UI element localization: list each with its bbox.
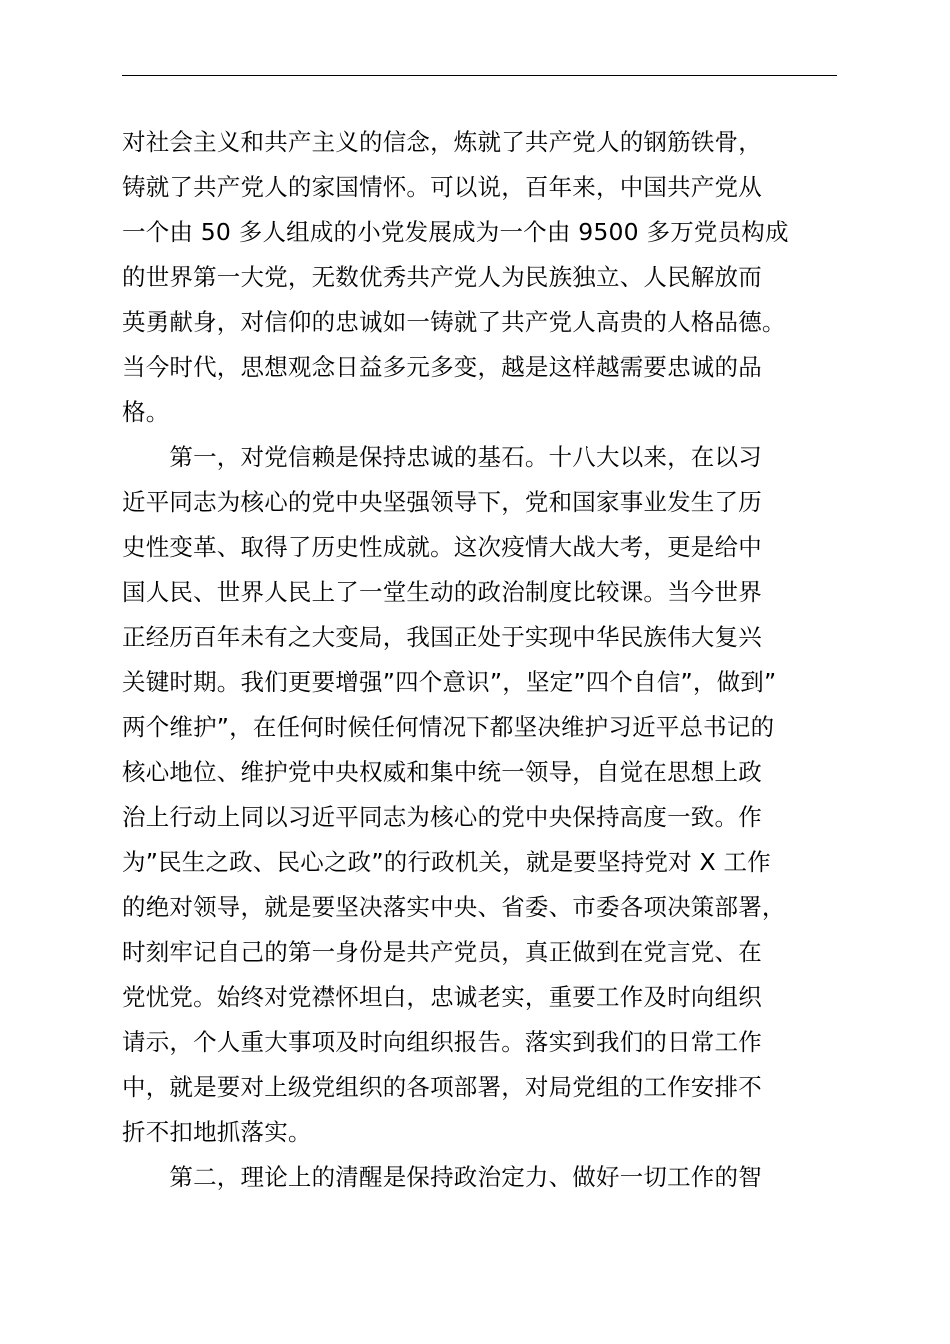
text-line: 英勇献身，对信仰的忠诚如一铸就了共产党人高贵的人格品德。	[122, 308, 786, 336]
text-line: 正经历百年未有之大变局，我国正处于实现中华民族伟大复兴	[122, 623, 762, 651]
header-rule	[122, 75, 837, 76]
text-line: 的绝对领导，就是要坚决落实中央、省委、市委各项决策部署，	[122, 893, 786, 921]
text-line: 折不扣地抓落实。	[122, 1118, 312, 1146]
text-line: 时刻牢记自己的第一身份是共产党员，真正做到在党言党、在	[122, 938, 762, 966]
text-line: 一个由 50 多人组成的小党发展成为一个由 9500 多万党员构成	[122, 218, 789, 246]
text-line: 为”民生之政、民心之政”的行政机关，就是要坚持党对 X 工作	[122, 848, 771, 876]
paragraph-first-line: 第二，理论上的清醒是保持政治定力、做好一切工作的智	[122, 1163, 762, 1191]
text-line: 治上行动上同以习近平同志为核心的党中央保持高度一致。作	[122, 803, 762, 831]
text-line: 近平同志为核心的党中央坚强领导下，党和国家事业发生了历	[122, 488, 762, 516]
text-line: 铸就了共产党人的家国情怀。可以说，百年来，中国共产党从	[122, 173, 762, 201]
text-line: 对社会主义和共产主义的信念，炼就了共产党人的钢筋铁骨，	[122, 128, 762, 156]
text-line: 国人民、世界人民上了一堂生动的政治制度比较课。当今世界	[122, 578, 762, 606]
text-line: 请示，个人重大事项及时向组织报告。落实到我们的日常工作	[122, 1028, 762, 1056]
text-line: 格。	[122, 398, 170, 426]
body-text	[122, 120, 862, 1200]
text-line: 中，就是要对上级党组织的各项部署，对局党组的工作安排不	[122, 1073, 762, 1101]
text-line: 核心地位、维护党中央权威和集中统一领导，自觉在思想上政	[122, 758, 762, 786]
text-line: 当今时代，思想观念日益多元多变，越是这样越需要忠诚的品	[122, 353, 762, 381]
paragraph-first-line: 第一，对党信赖是保持忠诚的基石。十八大以来，在以习	[122, 443, 762, 471]
text-line: 党忧党。始终对党襟怀坦白，忠诚老实，重要工作及时向组织	[122, 983, 762, 1011]
text-line: 史性变革、取得了历史性成就。这次疫情大战大考，更是给中	[122, 533, 762, 561]
text-line: 两个维护”，在任何时候任何情况下都坚决维护习近平总书记的	[122, 713, 775, 741]
text-line: 关键时期。我们更要增强”四个意识”，坚定”四个自信”，做到”	[122, 668, 777, 696]
text-line: 的世界第一大党，无数优秀共产党人为民族独立、人民解放而	[122, 263, 762, 291]
